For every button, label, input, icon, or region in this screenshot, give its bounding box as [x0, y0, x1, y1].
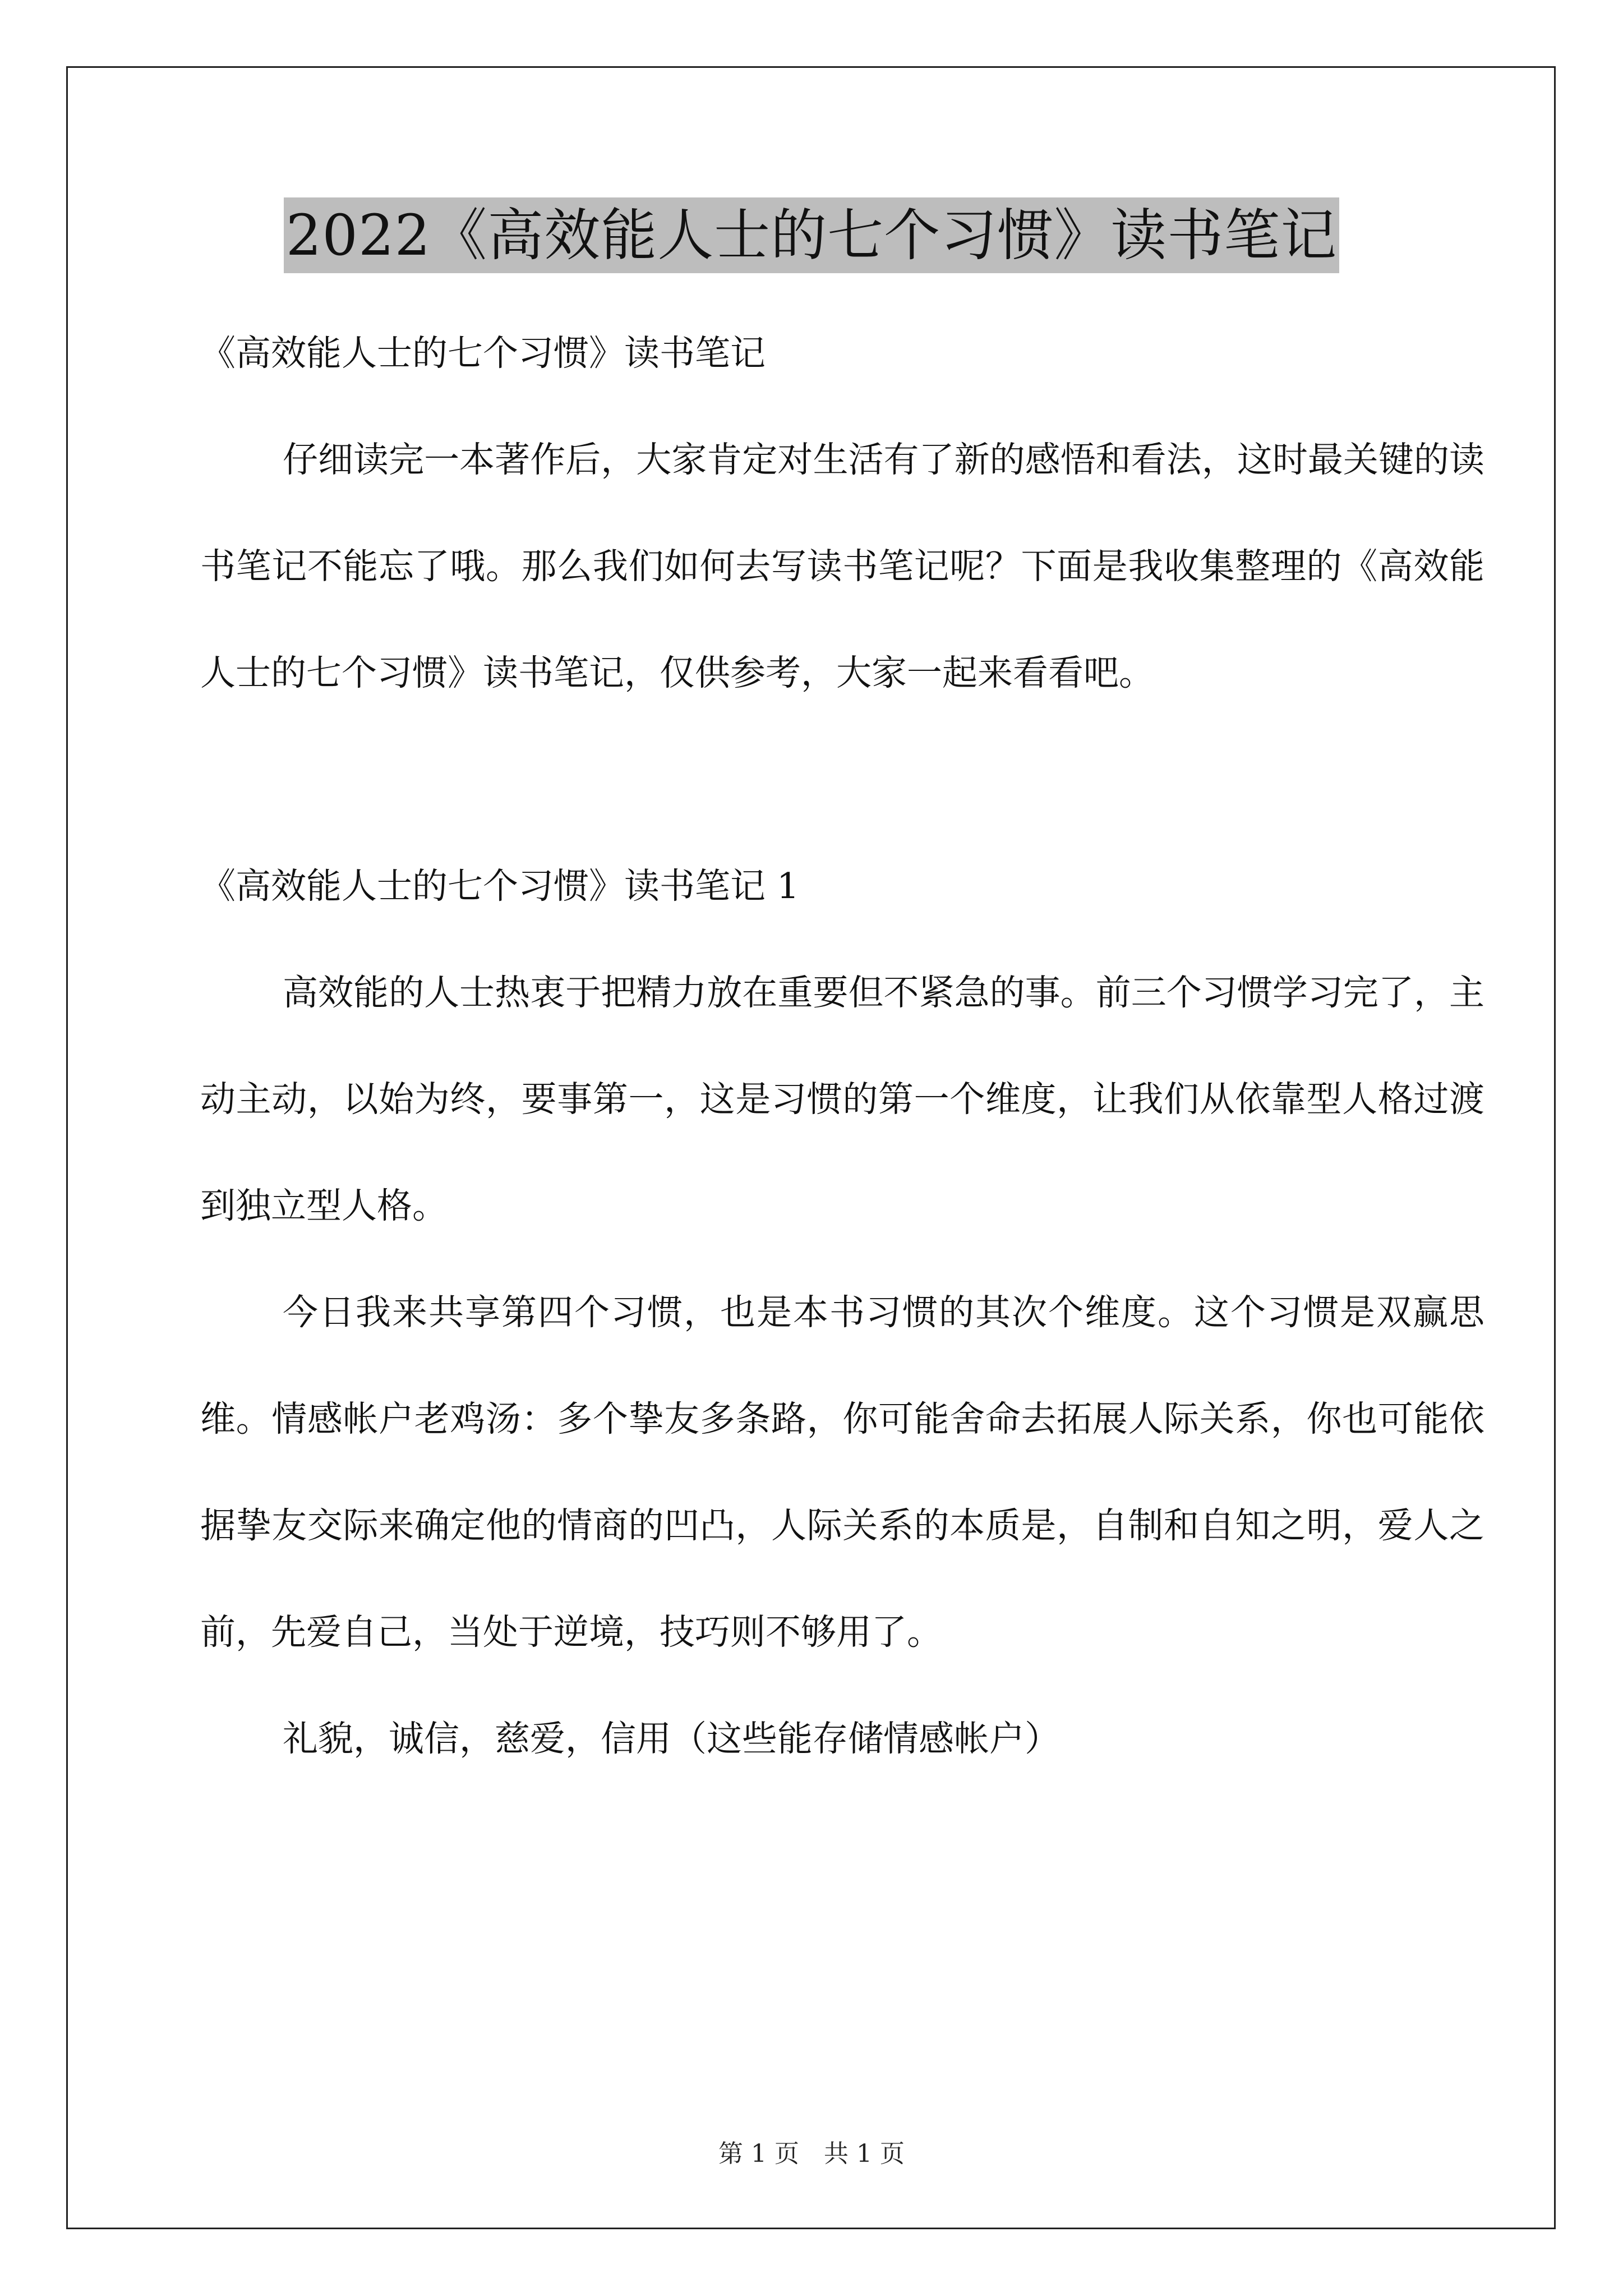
- section-spacer: [200, 726, 1484, 833]
- document-subtitle: 《高效能人士的七个习惯》读书笔记: [200, 333, 766, 374]
- section-heading: 《高效能人士的七个习惯》读书笔记 1: [200, 866, 800, 907]
- body-paragraph: 今日我来共享第四个习惯，也是本书习惯的其次个维度。这个习惯是双赢思维。情感帐户老鸡汤：多个挚友多条路，你可能舍命去拓展人际关系，你也可能依据挚友交际来确定他的情商的凹凸，人际关系的本质是，自制和自知之明，爱人之前，先爱自己，当处于逆境，技巧则不够用了。: [200, 1292, 1484, 1653]
- document-title: 2022《高效能人士的七个习惯》读书笔记: [284, 197, 1340, 273]
- document-body: [200, 300, 1484, 1792]
- page-footer: 第 1 页 共 1 页: [718, 2139, 905, 2168]
- body-paragraph: 高效能的人士热衷于把精力放在重要但不紧急的事。前三个习惯学习完了，主动主动，以始为终，要事第一，这是习惯的第一个维度，让我们从依靠型人格过渡到独立型人格。: [200, 972, 1484, 1226]
- body-paragraph: 礼貌，诚信，慈爱，信用（这些能存储情感帐户）: [283, 1718, 1060, 1759]
- intro-paragraph: 仔细读完一本著作后，大家肯定对生活有了新的感悟和看法，这时最关键的读书笔记不能忘了哦。那么我们如何去写读书笔记呢？下面是我收集整理的《高效能人士的七个习惯》读书笔记，仅供参考，大家一起来看看吧。: [200, 439, 1484, 693]
- title-container: [0, 197, 1623, 273]
